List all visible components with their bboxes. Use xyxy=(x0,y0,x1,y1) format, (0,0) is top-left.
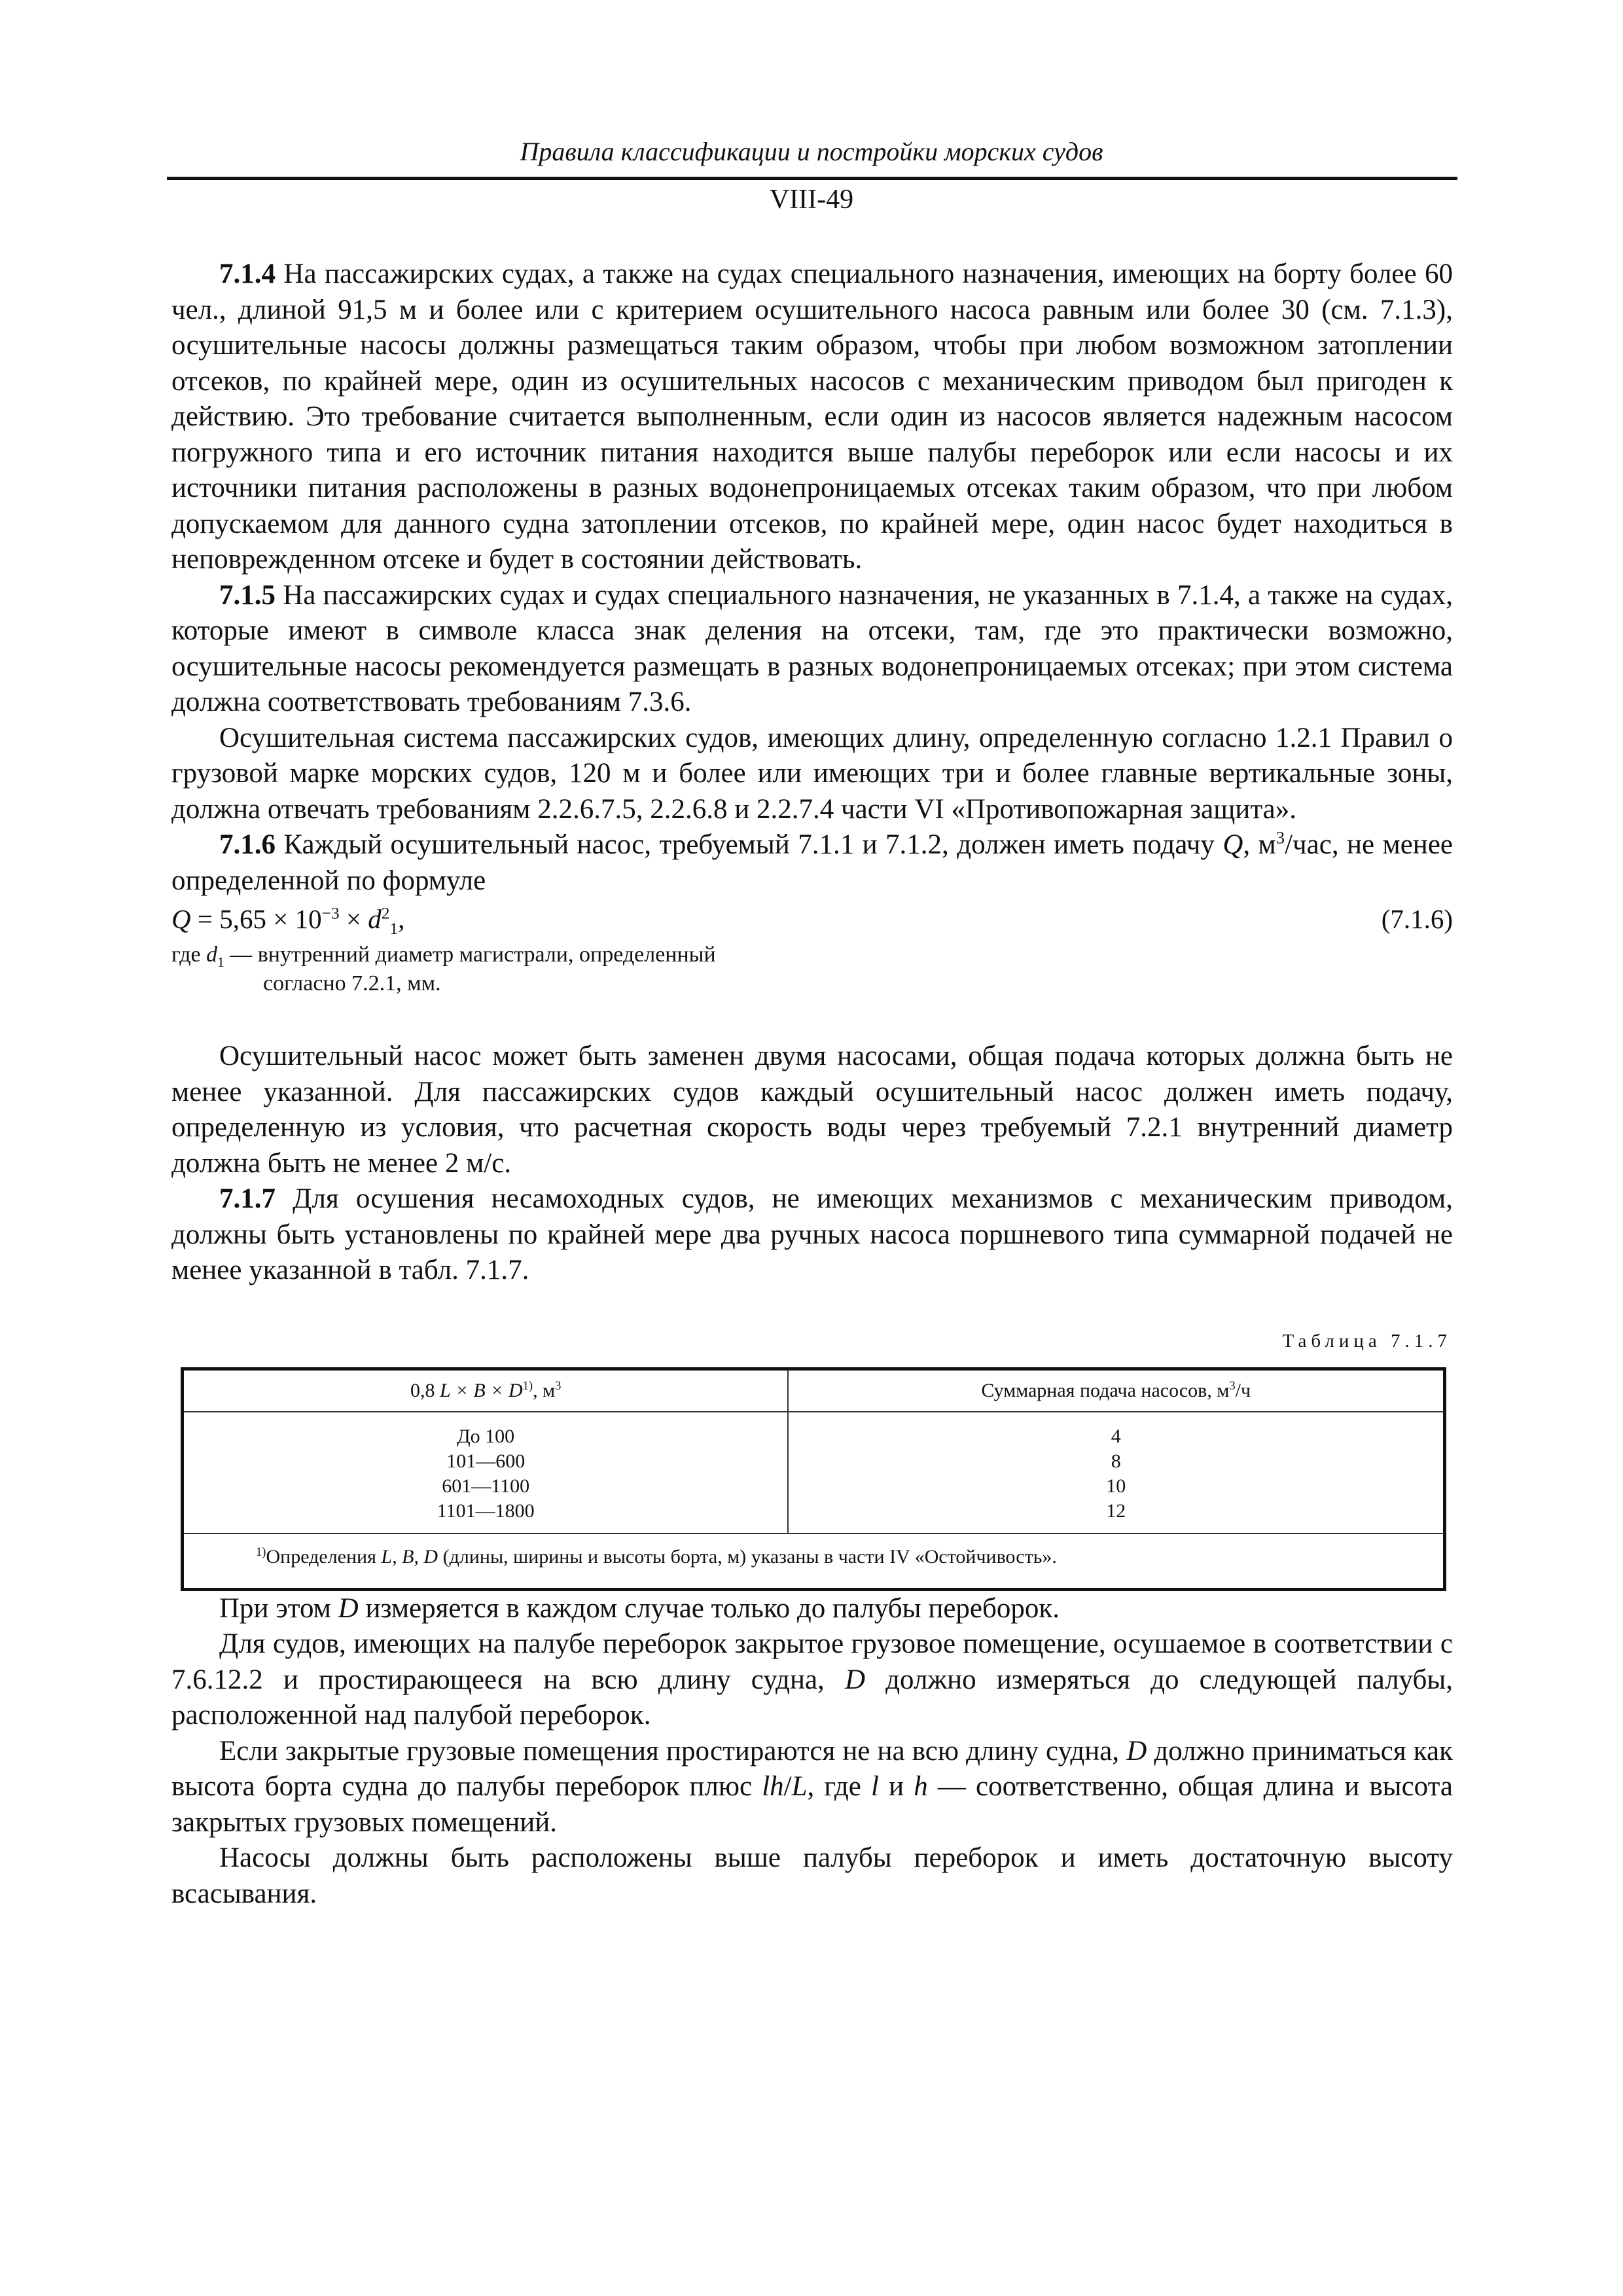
legend-variable-sub: 1 xyxy=(217,954,224,970)
legend-variable: d xyxy=(206,942,218,967)
legend-text: — внутренний диаметр магистрали, определенный xyxy=(224,942,716,967)
formula-tail: , xyxy=(398,904,405,934)
formula-legend xyxy=(171,941,1453,998)
table-cell: 12 xyxy=(1106,1499,1126,1522)
header-rule xyxy=(167,177,1457,180)
table-footnote: $^{1)}$Определения L, B, D (длины, ширины и высоты борта, м) указаны в части IV «Остойчивость». xyxy=(183,1534,1445,1590)
paragraph-text: Каждый осушительный насос, требуемый 7.1.1 и 7.1.2, должен иметь подачу xyxy=(276,829,1223,860)
formula-variable: d xyxy=(368,904,382,934)
formula-lhs: Q xyxy=(171,904,191,934)
section-number: 7.1.7 xyxy=(219,1183,276,1214)
legend-line-1 xyxy=(171,941,1453,969)
table-cell: 4 xyxy=(1111,1425,1121,1447)
paragraph-pump-location: Насосы должны быть расположены выше палубы переборок и иметь достаточную высоту всасывания. xyxy=(171,1842,1453,1909)
formula-var-sub: 1 xyxy=(389,920,399,939)
table-caption: Таблица 7.1.7 xyxy=(1282,1330,1452,1352)
volume-column-values xyxy=(183,1412,789,1534)
running-header-title: Правила классификации и постройки морских судов xyxy=(520,137,1103,166)
table-footnote-row xyxy=(183,1534,1445,1590)
table-cell: 101—600 xyxy=(446,1450,526,1472)
formula-7-1-6 xyxy=(171,901,1453,941)
paragraph-text: /час, не менее определенной по формуле xyxy=(171,829,1453,896)
document-body xyxy=(171,257,1453,1912)
formula-expression xyxy=(171,901,404,937)
table-header-row xyxy=(183,1369,1445,1412)
section-number: 7.1.6 xyxy=(219,829,276,860)
table-cell: 1101—1800 xyxy=(437,1499,535,1522)
table-values-row xyxy=(183,1412,1445,1534)
table-cell: До 100 xyxy=(457,1425,515,1447)
superscript: 3 xyxy=(1275,827,1285,848)
paragraph-pump-replacement: Осушительный насос может быть заменен двумя насосами, общая подача которых должна быть не менее указанной. Для пассажирских судов каждый осушительный насос должен иметь подачу, определенную из условия, что расчетная скорость воды через требуемый 7.2.1 внутренний диаметр должна быть не менее 2 м/с. xyxy=(171,1041,1453,1179)
formula-mult: × xyxy=(339,904,368,934)
table-cell: 8 xyxy=(1111,1450,1121,1472)
paragraph-7-1-4 xyxy=(171,257,1453,578)
paragraph-text: , м xyxy=(1243,829,1276,860)
section-number: 7.1.4 xyxy=(219,259,276,289)
paragraph-drainage-system: Осушительная система пассажирских судов, имеющих длину, определенную согласно 1.2.1 Правил о грузовой марке морских судов, 120 м и более или имеющих три и более главные вертикальные зоны, должна отвечать требованиям 2.2.6.7.5, 2.2.6.8 и 2.2.7.4 части VI «Противопожарная защита». xyxy=(171,722,1453,825)
table-cell: 10 xyxy=(1106,1475,1126,1497)
variable-q: Q xyxy=(1222,829,1243,860)
section-number: 7.1.5 xyxy=(219,579,276,611)
paragraph-partial-length: Если закрытые грузовые помещения простираются не на всю длину судна, D должно приниматься как высота борта судна до палубы переборок плюс lh/L, где l и h — соответственно, общая длина и высота закрытых грузовых помещений. xyxy=(171,1735,1453,1838)
formula-body: = 5,65 × 10 xyxy=(190,904,322,934)
paragraph-text: На пассажирских судах и судах специального назначения, не указанных в 7.1.4, а также на судах, которые имеют в символе класса знак деления на отсеки, там, где это практически возможно, осушительные насосы рекомендуется размещать в разных водонепроницаемых отсеках; при этом система должна соответствовать требованиям 7.3.6. xyxy=(171,579,1453,717)
formula-var-sup: 2 xyxy=(381,904,390,923)
paragraph-text: Для осушения несамоходных судов, не имеющих механизмов с механическим приводом, должны быть установлены по крайней мере два ручных насоса поршневого типа суммарной подачей не менее указанной в табл. 7.1.7. xyxy=(171,1183,1453,1285)
formula-number: (7.1.6) xyxy=(1381,904,1453,934)
column-header-flow: Суммарная подача насосов, $м^3/ч$ xyxy=(788,1369,1444,1412)
paragraph-text: На пассажирских судах, а также на судах специального назначения, имеющих на борту более 60 чел., длиной 91,5 м и более или с критерием осушительного насоса равным или более 30 (см. 7.1.3), осушительные насосы должны размещаться таким образом, чтобы при любом возможном затоплении отсеков, по крайней мере, один из осушительных насосов с механическим приводом был пригоден к действию. Это требование считается выполненным, если один из насосов является надежным насосом погружного типа и его источник питания находится выше палубы переборок или если насосы и их источники питания расположены в разных водонепроницаемых отсеках таким образом, что при любом допускаемом для данного судна затоплении отсеков, по крайней мере, один насос будет находиться в неповрежденном отсеке и будет в состоянии действовать. xyxy=(171,259,1453,575)
paragraph-d-measurement: При этом D измеряется в каждом случае только до палубы переборок. xyxy=(219,1592,1060,1624)
pump-capacity-table xyxy=(181,1367,1446,1591)
page-number: VIII-49 xyxy=(769,185,854,215)
table-cell: 601—1100 xyxy=(442,1475,530,1497)
formula-exponent: −3 xyxy=(321,904,340,923)
paragraph-7-1-5 xyxy=(171,578,1453,721)
paragraph-7-1-6 xyxy=(171,827,1453,899)
paragraph-7-1-7 xyxy=(171,1181,1453,1289)
legend-line-2: согласно 7.2.1, мм. xyxy=(263,971,441,996)
flow-column-values xyxy=(788,1412,1444,1534)
legend-lead: где xyxy=(171,942,207,967)
paragraph-closed-cargo: Для судов, имеющих на палубе переборок закрытое грузовое помещение, осушаемое в соответствии с 7.6.12.2 и простирающееся на всю длину судна, D должно измеряться до следующей палубы, расположенной над палубой переборок. xyxy=(171,1628,1453,1731)
column-header-volume: 0,8 $L \times B \times D^{1)}$, $м^3$ xyxy=(183,1369,789,1412)
